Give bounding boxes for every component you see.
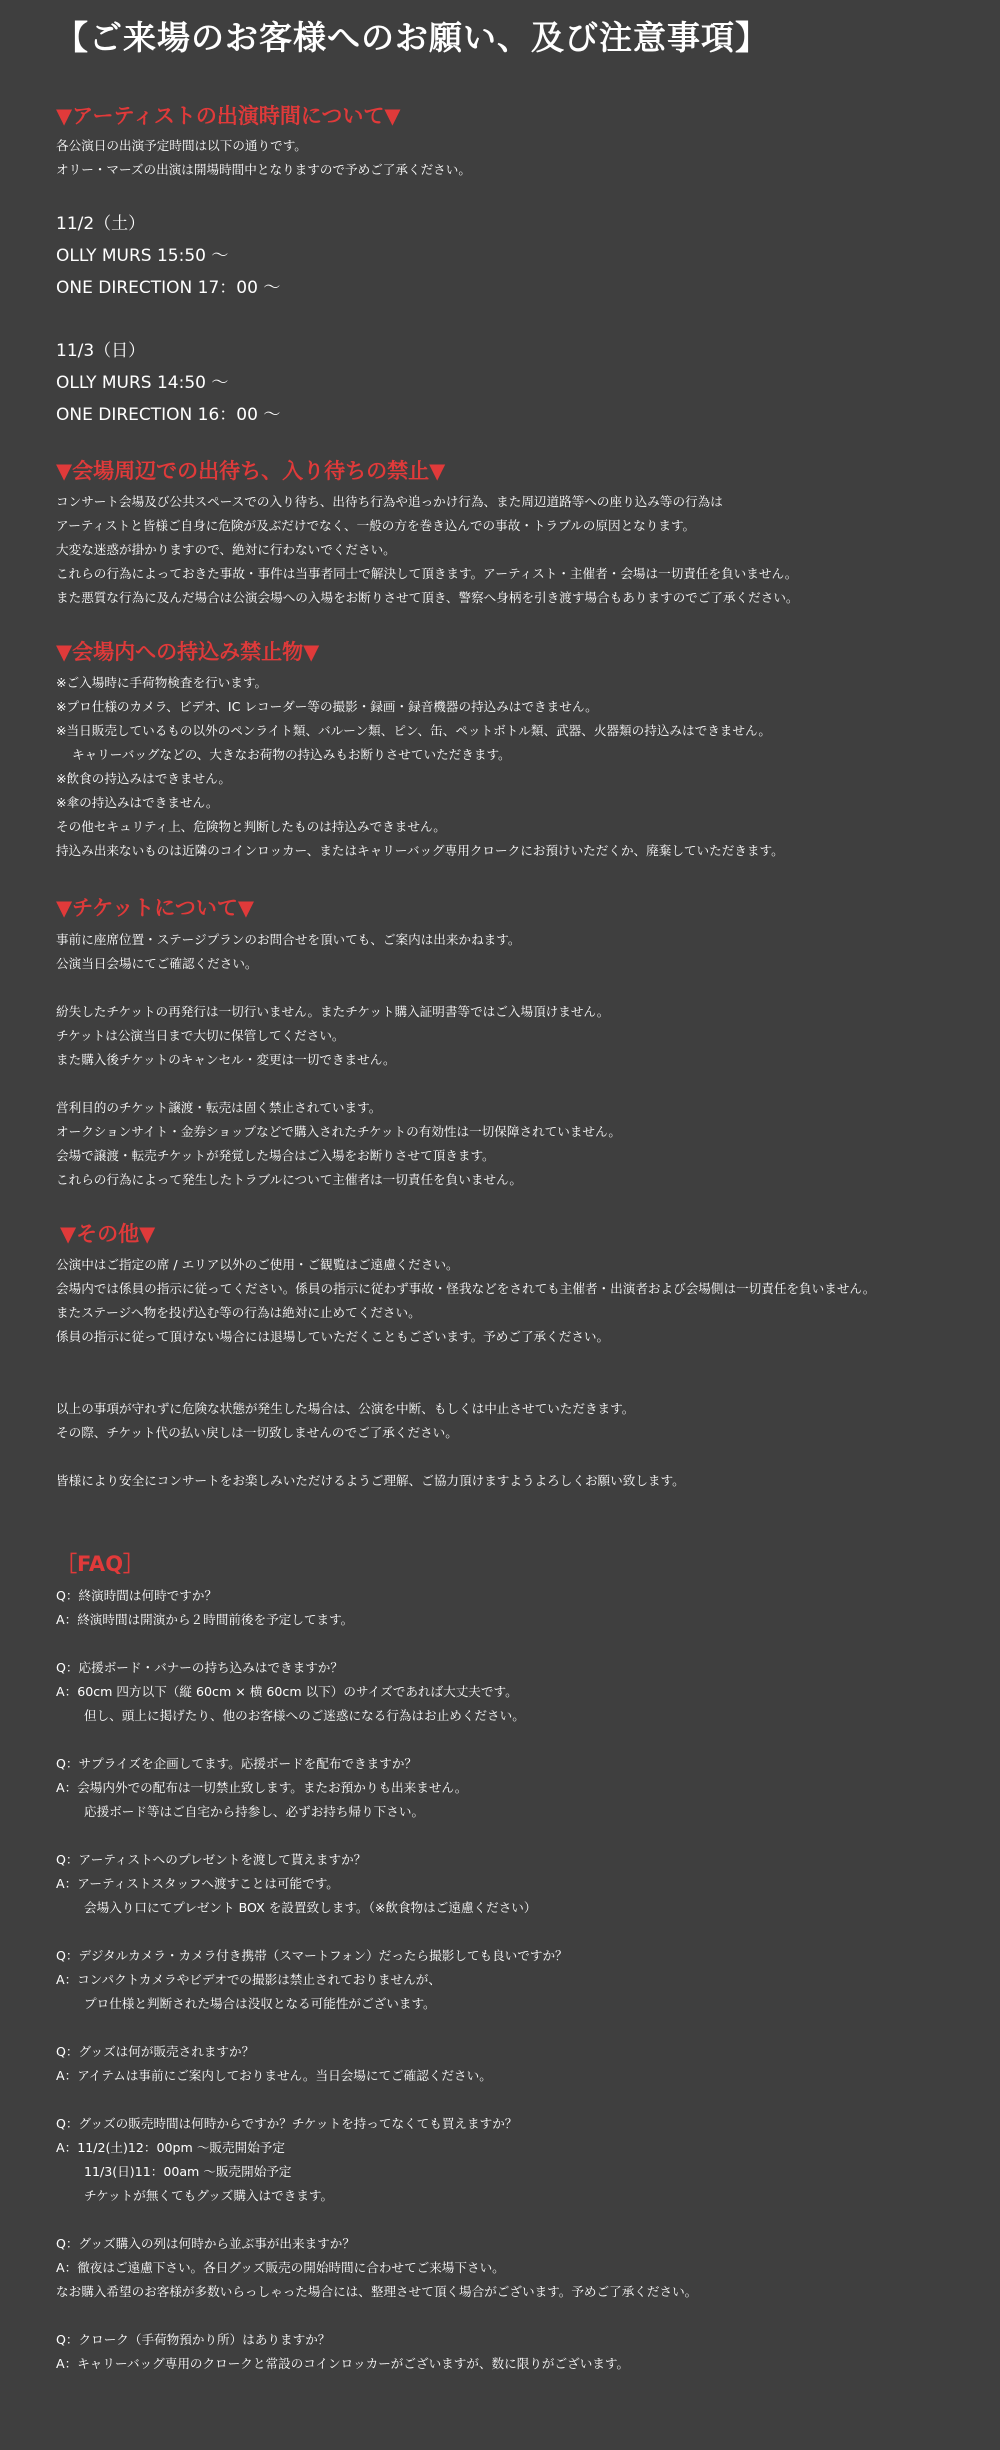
text-line: チケットは公演当日まで大切に保管してください。 <box>56 1028 345 1043</box>
text-line: キャリーバッグなどの、大きなお荷物の持込みもお断りさせていただきます。 <box>72 747 511 762</box>
text-line: 持込み出来ないものは近隣のコインロッカー、またはキャリーバッグ専用クロークにお預けいただくか、廃棄していただきます。 <box>56 843 784 858</box>
text-line: その他セキュリティ上、危険物と判断したものは持込みできません。 <box>56 819 446 834</box>
schedule-day2 <box>56 335 280 431</box>
text-line: 係員の指示に従って頂けない場合には退場していただくこともございます。予めご了承ください。 <box>56 1329 610 1344</box>
spacer <box>56 1072 621 1096</box>
day2-line: ONE DIRECTION 16：00 〜 <box>56 405 281 425</box>
text-line: ※飲食の持込みはできません。 <box>56 771 232 786</box>
faq-answer: A：徹夜はご遠慮下さい。各日グッズ販売の開始時間に合わせてご来場下さい。 <box>56 2260 505 2275</box>
text-line: ※ご入場時に手荷物検査を行います。 <box>56 675 268 690</box>
faq-question: Q：サプライズを企画してます。応援ボードを配布できますか？ <box>56 1756 418 1771</box>
text-line: 公演当日会場にてご確認ください。 <box>56 956 258 971</box>
text-line: 事前に座席位置・ステージプランのお問合せを頂いても、ご案内は出来かねます。 <box>56 932 521 947</box>
prohibited-heading: ▼会場内への持込み禁止物▼ <box>56 640 320 664</box>
day2-date: 11/3（日） <box>56 341 146 361</box>
text-line: コンサート会場及び公共スペースでの入り待ち、出待ち行為や追っかけ行為、また周辺道路等への座り込み等の行為は <box>56 494 723 509</box>
text-line: 営利目的のチケット譲渡・転売は固く禁止されています。 <box>56 1100 382 1115</box>
faq-question: Q：グッズは何が販売されますか？ <box>56 2044 255 2059</box>
faq-question: Q：グッズ購入の列は何時から並ぶ事が出来ますか？ <box>56 2236 355 2251</box>
spacer <box>56 1445 875 1469</box>
spacer <box>56 1920 697 1944</box>
text-line: 以上の事項が守れずに危険な状態が発生した場合は、公演を中断、もしくは中止させていただきます。 <box>56 1401 635 1416</box>
faq-answer: A：終演時間は開演から２時間前後を予定してます。 <box>56 1612 354 1627</box>
schedule-day1 <box>56 208 280 304</box>
spacer <box>56 1349 875 1373</box>
spacer <box>56 1728 697 1752</box>
text-line: オリー・マーズの出演は開場時間中となりますので予めご了承ください。 <box>56 162 471 177</box>
faq-answer: チケットが無くてもグッズ購入はできます。 <box>84 2188 334 2203</box>
faq-question: Q：クローク（手荷物預かり所）はありますか？ <box>56 2332 331 2347</box>
text-line: オークションサイト・金券ショップなどで購入されたチケットの有効性は一切保障されていません。 <box>56 1124 621 1139</box>
schedule-intro <box>56 134 471 182</box>
faq-answer: 応援ボード等はご自宅から持参し、必ずお持ち帰り下さい。 <box>84 1804 425 1819</box>
other-heading: ▼その他▼ <box>60 1222 156 1246</box>
schedule-heading: ▼アーティストの出演時間について▼ <box>56 104 401 128</box>
faq-question: Q：グッズの販売時間は何時からですか？チケットを持ってなくても買えますか？ <box>56 2116 518 2131</box>
faq-list <box>56 1584 697 2376</box>
faq-answer: プロ仕様と判断された場合は没収となる可能性がございます。 <box>84 1996 436 2011</box>
day1-line: OLLY MURS 15:50 〜 <box>56 246 229 266</box>
faq-answer: 11/3(日)11：00am 〜販売開始予定 <box>84 2164 292 2179</box>
faq-question: Q：デジタルカメラ・カメラ付き携帯（スマートフォン）だったら撮影しても良いですか？ <box>56 1948 568 1963</box>
prohibited-text <box>56 671 784 863</box>
faq-answer: A：キャリーバッグ専用のクロークと常設のコインロッカーがございますが、数に限りがございます。 <box>56 2356 630 2371</box>
faq-answer: A：会場内外での配布は一切禁止致します。またお預かりも出来ません。 <box>56 1780 468 1795</box>
spacer <box>56 2088 697 2112</box>
other-text <box>56 1253 875 1493</box>
spacer <box>56 1632 697 1656</box>
faq-question: Q：終演時間は何時ですか？ <box>56 1588 218 1603</box>
faq-answer: 会場入り口にてプレゼント BOX を設置致します。（※飲食物はご遠慮ください） <box>84 1900 537 1915</box>
text-line: また購入後チケットのキャンセル・変更は一切できません。 <box>56 1052 396 1067</box>
faq-answer: A：11/2(土)12：00pm 〜販売開始予定 <box>56 2140 285 2155</box>
faq-answer: A：コンパクトカメラやビデオでの撮影は禁止されておりませんが、 <box>56 1972 441 1987</box>
waiting-text <box>56 490 799 610</box>
ticket-heading: ▼チケットについて▼ <box>56 896 254 920</box>
text-line: これらの行為によっておきた事故・事件は当事者同士で解決して頂きます。アーティスト・主催者・会場は一切責任を負いません。 <box>56 566 798 581</box>
text-line: 大変な迷惑が掛かりますので、絶対に行わないでください。 <box>56 542 396 557</box>
spacer <box>56 2208 697 2232</box>
text-line: ※プロ仕様のカメラ、ビデオ、IC レコーダー等の撮影・録画・録音機器の持込みはできません。 <box>56 699 598 714</box>
faq-answer: A：アーティストスタッフへ渡すことは可能です。 <box>56 1876 339 1891</box>
day1-line: ONE DIRECTION 17：00 〜 <box>56 278 281 298</box>
faq-answer: A：60cm 四方以下（縦 60cm × 横 60cm 以下）のサイズであれば大丈夫です。 <box>56 1684 518 1699</box>
spacer <box>56 976 621 1000</box>
faq-question: Q：応援ボード・バナーの持ち込みはできますか？ <box>56 1660 343 1675</box>
day1-date: 11/2（土） <box>56 214 146 234</box>
text-line: これらの行為によって発生したトラブルについて主催者は一切責任を負いません。 <box>56 1172 522 1187</box>
page-title: 【ご来場のお客様へのお願い、及び注意事項】 <box>55 18 769 57</box>
day2-line: OLLY MURS 14:50 〜 <box>56 373 229 393</box>
text-line: その際、チケット代の払い戻しは一切致しませんのでご了承ください。 <box>56 1425 458 1440</box>
spacer <box>56 1373 875 1397</box>
faq-answer: なお購入希望のお客様が多数いらっしゃった場合には、整理させて頂く場合がございます。予めご了承ください。 <box>56 2284 698 2299</box>
text-line: 公演中はご指定の席 / エリア以外のご使用・ご観覧はご遠慮ください。 <box>56 1257 459 1272</box>
closing-line: 皆様により安全にコンサートをお楽しみいただけるようご理解、ご協力頂けますようよろしくお願い致します。 <box>56 1473 685 1488</box>
faq-answer: A：アイテムは事前にご案内しておりません。当日会場にてご確認ください。 <box>56 2068 492 2083</box>
spacer <box>56 2304 697 2328</box>
faq-answer: 但し、頭上に掲げたり、他のお客様へのご迷惑になる行為はお止めください。 <box>84 1708 525 1723</box>
text-line: ※当日販売しているもの以外のペンライト類、バルーン類、ピン、缶、ペットボトル類、武器、火器類の持込みはできません。 <box>56 723 771 738</box>
text-line: またステージへ物を投げ込む等の行為は絶対に止めてください。 <box>56 1305 421 1320</box>
text-line: ※傘の持込みはできません。 <box>56 795 219 810</box>
text-line: 各公演日の出演予定時間は以下の通りです。 <box>56 138 307 153</box>
spacer <box>56 1824 697 1848</box>
text-line: 会場で譲渡・転売チケットが発覚した場合はご入場をお断りさせて頂きます。 <box>56 1148 495 1163</box>
text-line: 会場内では係員の指示に従ってください。係員の指示に従わず事故・怪我などをされても主催者・出演者および会場側は一切責任を負いません。 <box>56 1281 876 1296</box>
waiting-heading: ▼会場周辺での出待ち、入り待ちの禁止▼ <box>56 459 446 483</box>
faq-heading: ［FAQ］ <box>56 1552 145 1576</box>
text-line: アーティストと皆様ご自身に危険が及ぶだけでなく、一般の方を巻き込んでの事故・トラブルの原因となります。 <box>56 518 696 533</box>
faq-question: Q：アーティストへのプレゼントを渡して貰えますか？ <box>56 1852 367 1867</box>
ticket-text <box>56 928 621 1192</box>
text-line: 紛失したチケットの再発行は一切行いません。またチケット購入証明書等ではご入場頂けません。 <box>56 1004 610 1019</box>
text-line: また悪質な行為に及んだ場合は公演会場への入場をお断りさせて頂き、警察へ身柄を引き渡す場合もありますのでご了承ください。 <box>56 590 799 605</box>
spacer <box>56 2016 697 2040</box>
